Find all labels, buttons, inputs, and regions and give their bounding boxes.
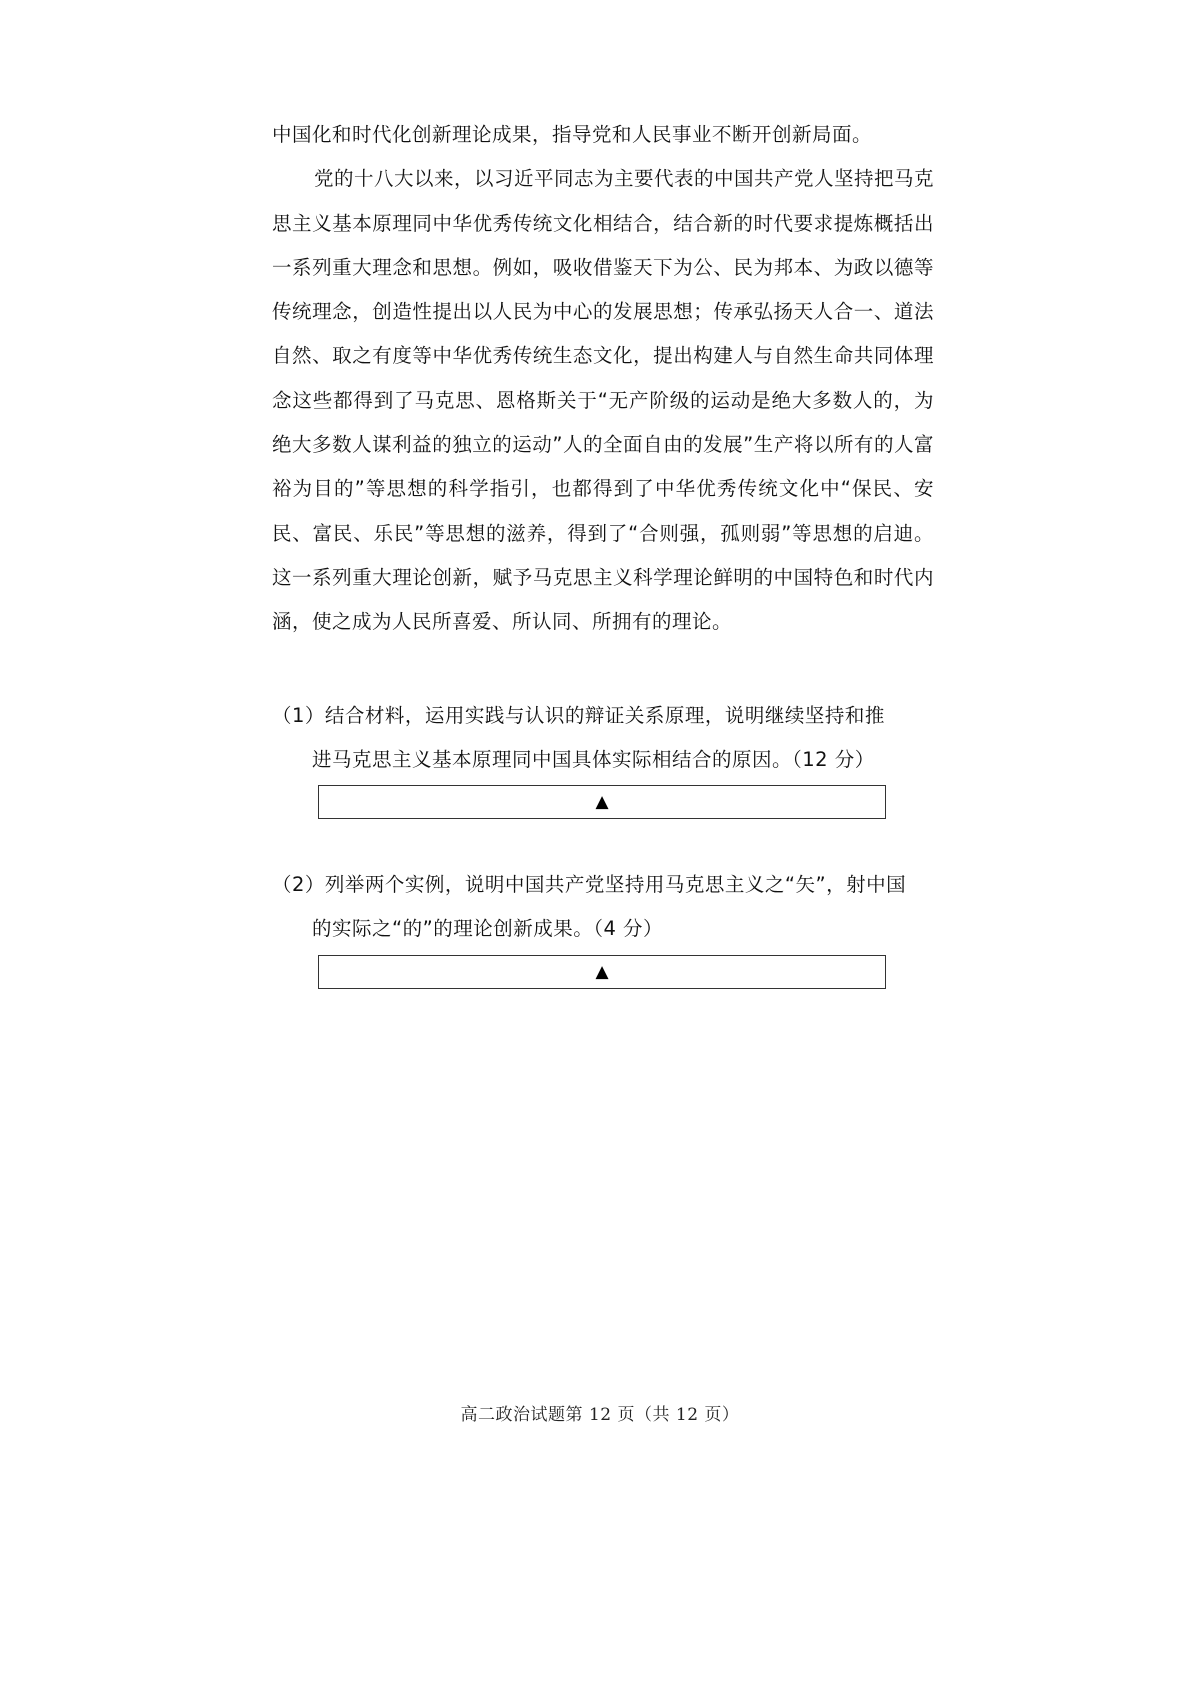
answer-box-1[interactable] — [318, 785, 886, 819]
triangle-marker-icon: ▲ — [595, 961, 609, 982]
question-1 — [272, 694, 934, 783]
material-text — [272, 113, 934, 645]
page-footer: 高二政治试题第 12 页（共 12 页） — [460, 1405, 740, 1425]
question-2-line-1: （2）列举两个实例，说明中国共产党坚持用马克思主义之“矢”，射中国 — [272, 873, 907, 896]
question-1-line-2: 进马克思主义基本原理同中国具体实际相结合的原因。（12 分） — [312, 748, 875, 772]
triangle-marker-icon: ▲ — [595, 791, 609, 812]
question-2-line-2: 的实际之“的”的理论创新成果。（4 分） — [312, 917, 664, 941]
paragraph-continuation: 中国化和时代化创新理论成果，指导党和人民事业不断开创新局面。 — [272, 123, 873, 146]
paragraph-main: 党的十八大以来，以习近平同志为主要代表的中国共产党人坚持把马克思主义基本原理同中华优秀传统文化相结合，结合新的时代要求提炼概括出一系列重大理念和思想。例如，吸收借鉴天下为公、民为邦本、为政以德等传统理念，创造性提出以人民为中心的发展思想；传承弘扬天人合一、道法自然、取之有度等中华优秀传统生态文化，提出构建人与自然生命共同体理念这些都得到了马克思、恩格斯关于“无产阶级的运动是绝大多数人的，为绝大多数人谋利益的独立的运动”人的全面自由的发展”生产将以所有的人富裕为目的”等思想的科学指引，也都得到了中华优秀传统文化中“保民、安民、富民、乐民”等思想的滋养，得到了“合则强，孤则弱”等思想的启迪。这一系列重大理论创新，赋予马克思主义科学理论鲜明的中国特色和时代内涵，使之成为人民所喜爱、所认同、所拥有的理论。 — [272, 167, 935, 634]
answer-box-2[interactable] — [318, 955, 886, 989]
question-1-line-1: （1）结合材料，运用实践与认识的辩证关系原理，说明继续坚持和推 — [272, 704, 885, 727]
question-2 — [272, 863, 934, 952]
